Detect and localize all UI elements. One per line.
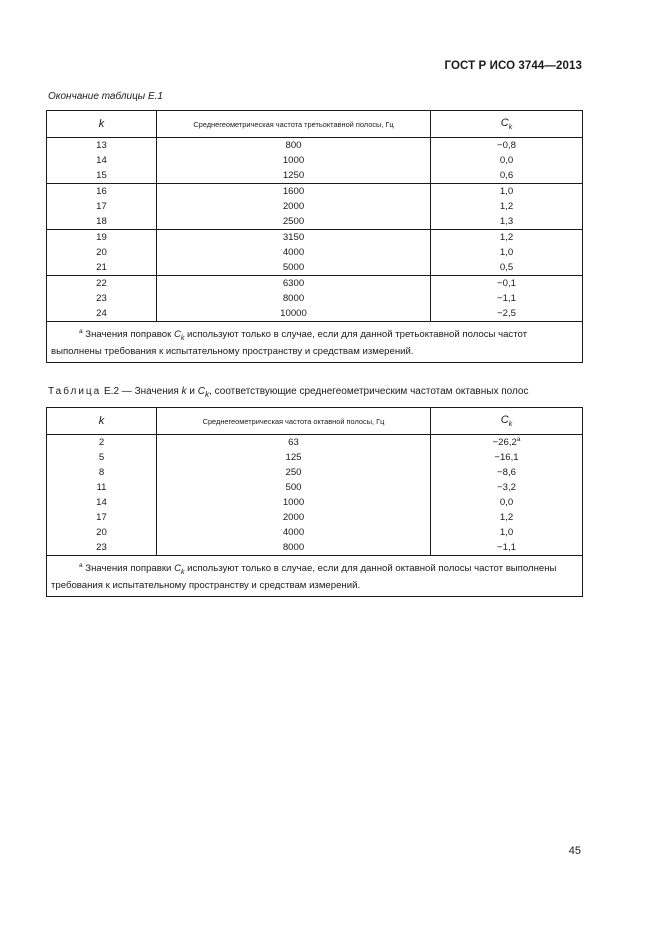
cell-ck: 1,0 xyxy=(431,184,583,200)
cell-k: 23 xyxy=(47,291,157,306)
cell-ck: 0,6 xyxy=(431,168,583,184)
cell-ck: 1,0 xyxy=(431,525,583,540)
table-row xyxy=(47,168,583,184)
table-row xyxy=(47,199,583,214)
cell-k: 14 xyxy=(47,495,157,510)
table2-footnote: $^a$ Значения поправки $C_k$ используют только в случае, если для данной октавной полосы частот выполнены требования к испытательному пространству и средствам измерений. xyxy=(47,556,583,597)
cell-k: 16 xyxy=(47,184,157,200)
cell-ck: 1,2 xyxy=(431,230,583,246)
cell-frequency: 2000 xyxy=(157,199,431,214)
cell-frequency: 2500 xyxy=(157,214,431,230)
cell-k: 8 xyxy=(47,465,157,480)
table1-header-ck: $C_k$ xyxy=(431,111,583,138)
page-number: 45 xyxy=(568,845,581,857)
cell-ck: −2,5 xyxy=(431,306,583,322)
cell-frequency: 8000 xyxy=(157,540,431,556)
table-row xyxy=(47,260,583,276)
cell-k: 14 xyxy=(47,153,157,168)
table1-caption: Окончание таблицы Е.1 xyxy=(48,91,163,102)
cell-ck: 0,0 xyxy=(431,495,583,510)
cell-frequency: 2000 xyxy=(157,510,431,525)
cell-frequency: 10000 xyxy=(157,306,431,322)
table-row xyxy=(47,450,583,465)
table-row xyxy=(47,465,583,480)
table-row xyxy=(47,525,583,540)
table-row xyxy=(47,540,583,556)
table-row xyxy=(47,184,583,200)
cell-ck: 1,2 xyxy=(431,510,583,525)
table-row xyxy=(47,138,583,154)
cell-ck: 1,2 xyxy=(431,199,583,214)
cell-ck: 0,0 xyxy=(431,153,583,168)
table1-footnote: $^a$ Значения поправок $C_k$ используют только в случае, если для данной третьоктавной полосы частот выполнены требования к испытательному пространству и средствам измерений. xyxy=(47,322,583,363)
table-row xyxy=(47,495,583,510)
table-row xyxy=(47,214,583,230)
table1-header-k: k xyxy=(47,111,157,138)
table-row xyxy=(47,435,583,451)
cell-frequency: 6300 xyxy=(157,276,431,292)
cell-frequency: 4000 xyxy=(157,525,431,540)
cell-k: 18 xyxy=(47,214,157,230)
cell-frequency: 500 xyxy=(157,480,431,495)
cell-k: 15 xyxy=(47,168,157,184)
cell-k: 20 xyxy=(47,525,157,540)
cell-k: 11 xyxy=(47,480,157,495)
cell-frequency: 250 xyxy=(157,465,431,480)
cell-ck: −8,6 xyxy=(431,465,583,480)
cell-k: 24 xyxy=(47,306,157,322)
cell-ck: −3,2 xyxy=(431,480,583,495)
cell-ck: −0,1 xyxy=(431,276,583,292)
cell-k: 20 xyxy=(47,245,157,260)
table-row xyxy=(47,153,583,168)
table-row xyxy=(47,245,583,260)
table2-header-k: k xyxy=(47,408,157,435)
table2 xyxy=(46,407,583,597)
table-row xyxy=(47,306,583,322)
cell-ck: 0,5 xyxy=(431,260,583,276)
cell-ck: −1,1 xyxy=(431,540,583,556)
table2-caption: Таблица Е.2 — Значения k и $C_k$, соответствующие среднегеометрическим частотам октавных полос xyxy=(48,386,529,399)
table-row xyxy=(47,480,583,495)
cell-frequency: 125 xyxy=(157,450,431,465)
cell-frequency: 4000 xyxy=(157,245,431,260)
cell-k: 22 xyxy=(47,276,157,292)
cell-k: 13 xyxy=(47,138,157,154)
cell-frequency: 1600 xyxy=(157,184,431,200)
table-row xyxy=(47,291,583,306)
table-row xyxy=(47,510,583,525)
cell-k: 19 xyxy=(47,230,157,246)
table1-header-frequency: Среднегеометрическая частота третьоктавной полосы, Гц xyxy=(157,111,431,138)
cell-ck: 1,0 xyxy=(431,245,583,260)
cell-ck: −26,2$^a$ xyxy=(431,435,583,451)
cell-k: 2 xyxy=(47,435,157,451)
cell-ck: −0,8 xyxy=(431,138,583,154)
table1 xyxy=(46,110,583,363)
cell-ck: −1,1 xyxy=(431,291,583,306)
cell-ck: −16,1 xyxy=(431,450,583,465)
cell-ck: 1,3 xyxy=(431,214,583,230)
cell-frequency: 63 xyxy=(157,435,431,451)
cell-k: 17 xyxy=(47,199,157,214)
cell-frequency: 3150 xyxy=(157,230,431,246)
table-row xyxy=(47,276,583,292)
document-code-header: ГОСТ Р ИСО 3744—2013 xyxy=(444,60,582,72)
cell-frequency: 1000 xyxy=(157,153,431,168)
cell-frequency: 5000 xyxy=(157,260,431,276)
cell-k: 17 xyxy=(47,510,157,525)
table2-header-ck: $C_k$ xyxy=(431,408,583,435)
cell-frequency: 1000 xyxy=(157,495,431,510)
table-row xyxy=(47,230,583,246)
cell-k: 23 xyxy=(47,540,157,556)
cell-frequency: 8000 xyxy=(157,291,431,306)
cell-k: 5 xyxy=(47,450,157,465)
cell-k: 21 xyxy=(47,260,157,276)
cell-frequency: 1250 xyxy=(157,168,431,184)
table2-header-frequency: Среднегеометрическая частота октавной полосы, Гц xyxy=(157,408,431,435)
cell-frequency: 800 xyxy=(157,138,431,154)
